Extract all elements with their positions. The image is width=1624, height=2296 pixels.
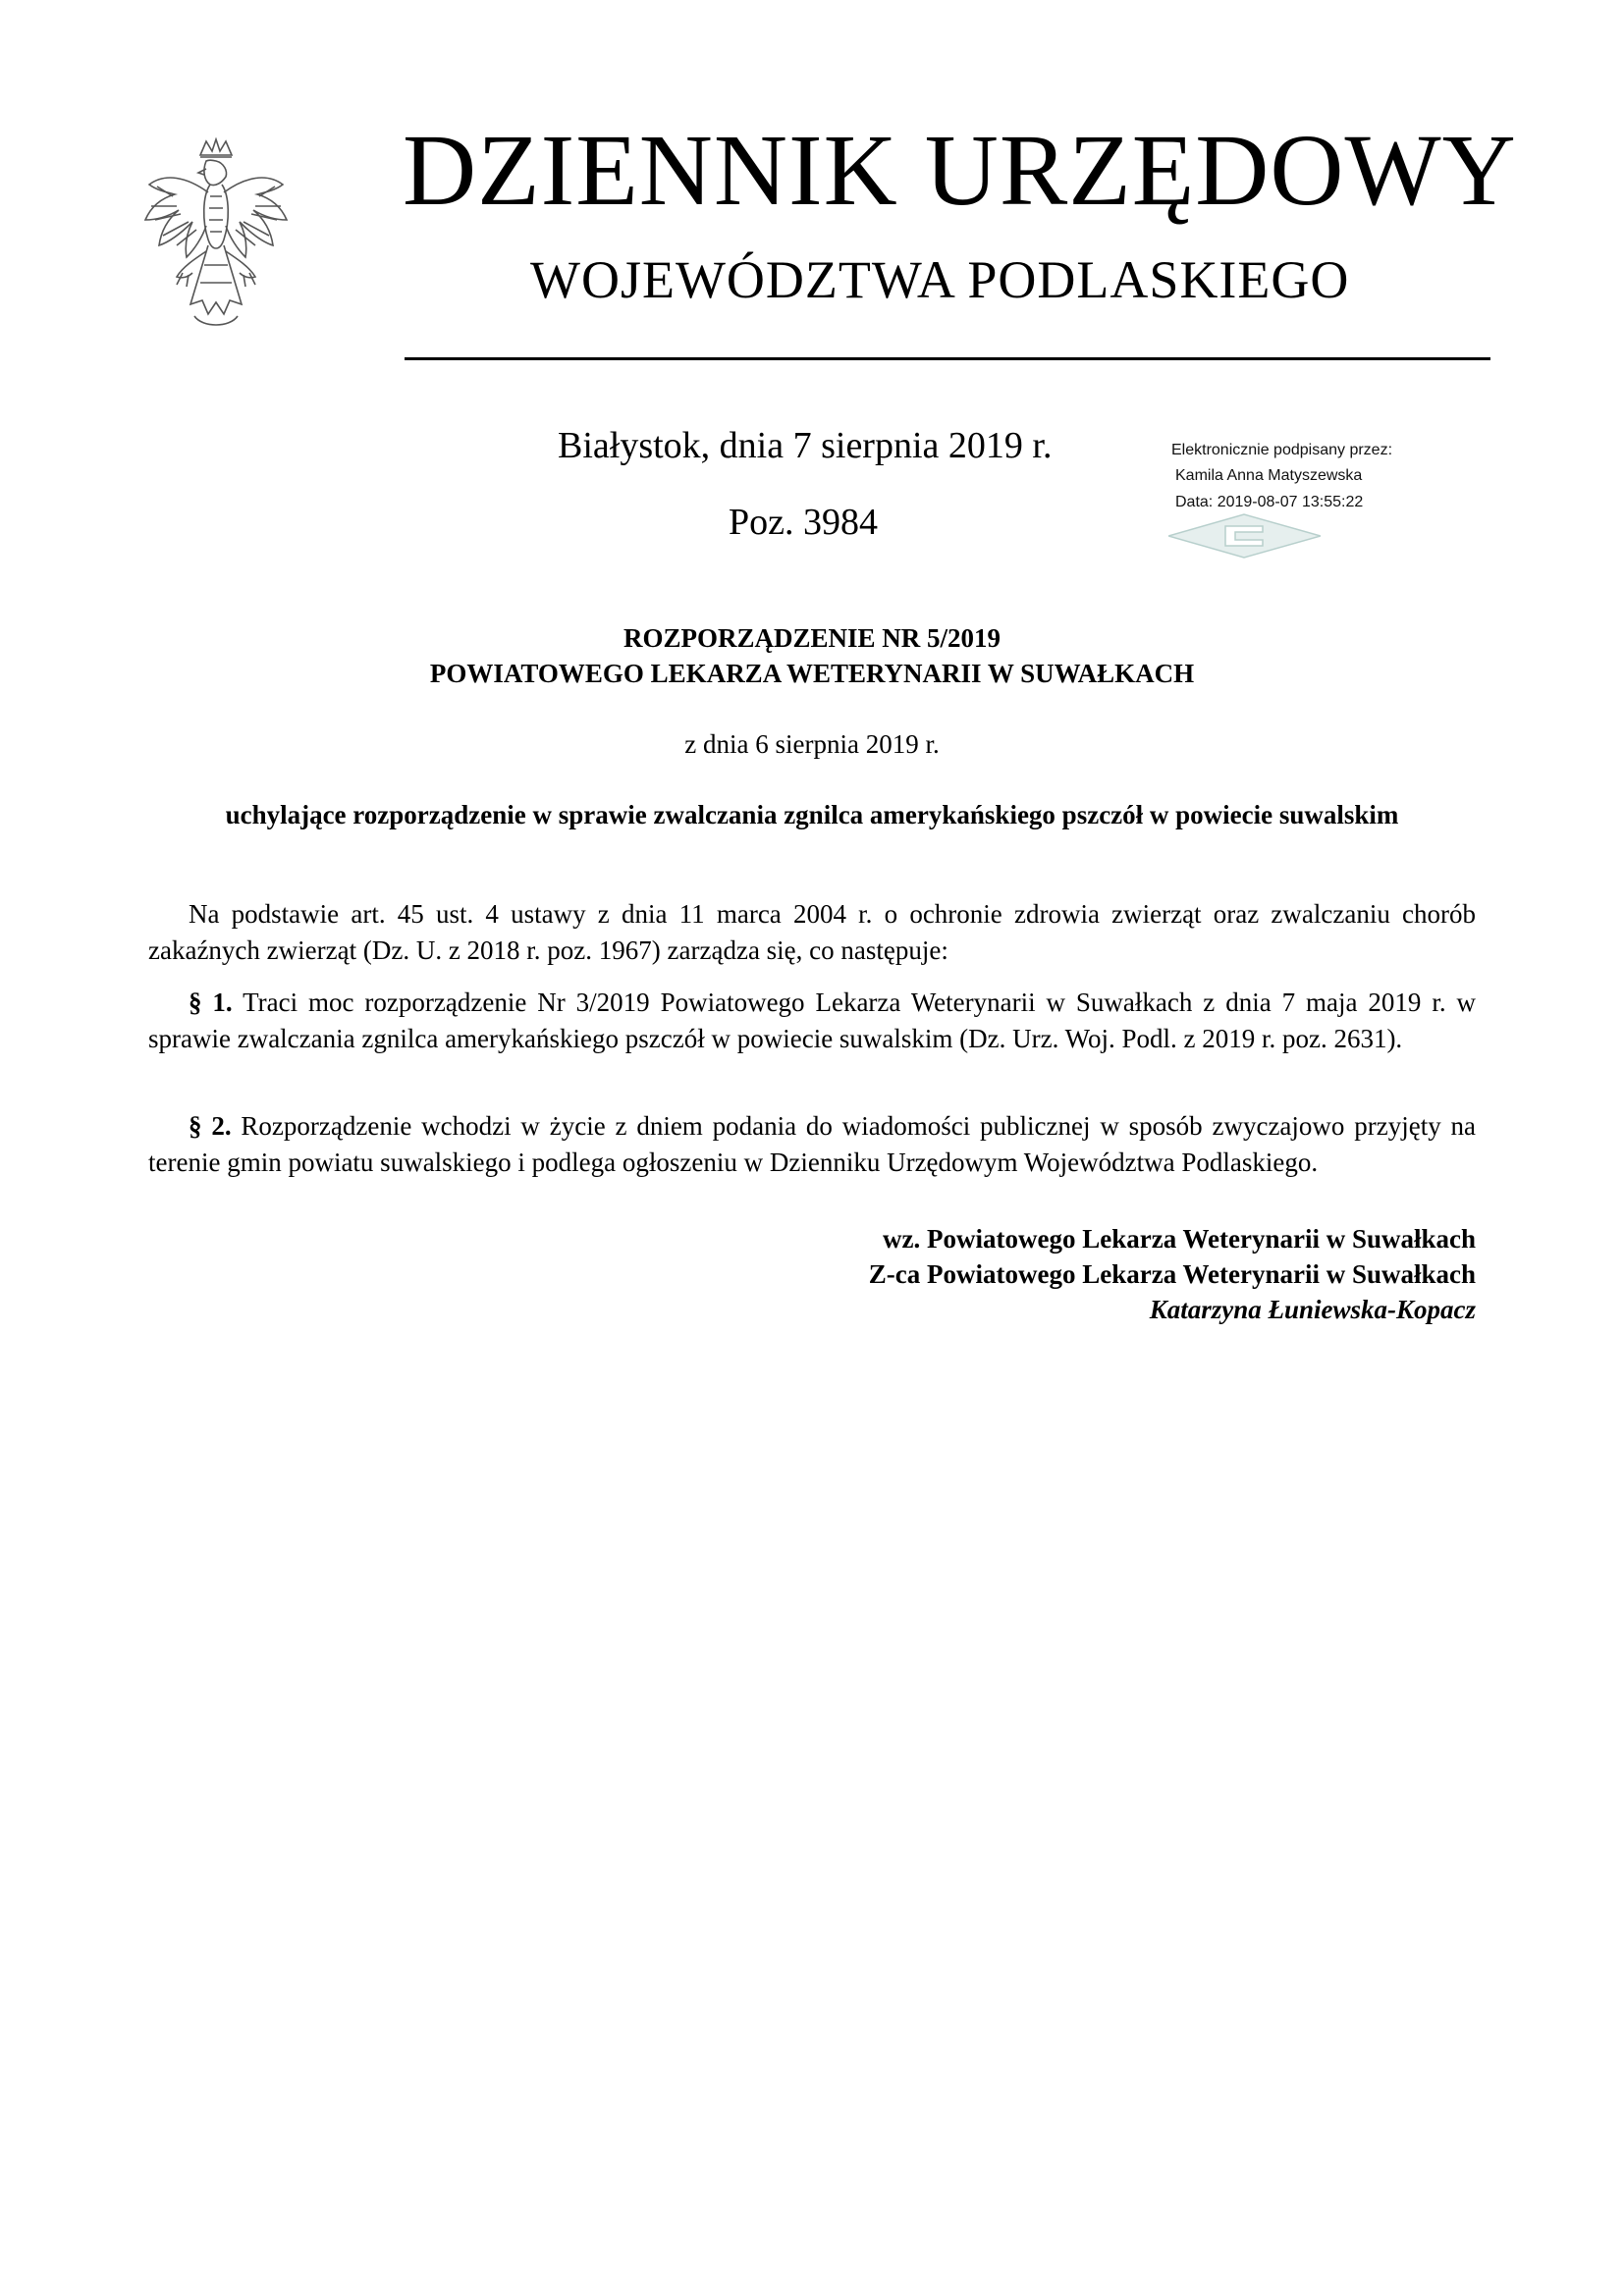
preamble-paragraph: Na podstawie art. 45 ust. 4 ustawy z dnia 11 marca 2004 r. o ochronie zdrowia zwierząt oraz zwalczaniu chorób zakaźnych zwierząt (Dz. U. z 2018 r. poz. 1967) zarządza się, co następuje: bbox=[148, 899, 1476, 965]
masthead-title: DZIENNIK URZĘDOWY bbox=[403, 114, 1517, 227]
e-signature-stamp-icon bbox=[1168, 512, 1321, 560]
e-signature-date: Data: 2019-08-07 13:55:22 bbox=[1175, 494, 1364, 510]
signature-name: Katarzyna Łuniewska-Kopacz bbox=[1149, 1295, 1476, 1324]
act-date: z dnia 6 sierpnia 2019 r. bbox=[684, 729, 940, 759]
publication-position: Poz. 3984 bbox=[729, 502, 878, 543]
act-title-line2: POWIATOWEGO LEKARZA WETERYNARII W SUWAŁKACH bbox=[429, 659, 1195, 688]
act-title-line1: ROZPORZĄDZENIE NR 5/2019 bbox=[623, 623, 1001, 653]
e-signature-signer: Kamila Anna Matyszewska bbox=[1175, 467, 1363, 484]
signature-line-1: wz. Powiatowego Lekarza Weterynarii w Suwałkach bbox=[883, 1224, 1476, 1254]
act-subject: uchylające rozporządzenie w sprawie zwalczania zgnilca amerykańskiego pszczół w powiecie suwalskim bbox=[225, 800, 1399, 829]
section-2-mark: § 2. bbox=[189, 1111, 232, 1141]
publication-dateline: Białystok, dnia 7 sierpnia 2019 r. bbox=[558, 425, 1053, 466]
signature-line-2: Z-ca Powiatowego Lekarza Weterynarii w Suwałkach bbox=[868, 1259, 1476, 1289]
masthead-subtitle: WOJEWÓDZTWA PODLASKIEGO bbox=[530, 250, 1350, 309]
section-1-mark: § 1. bbox=[189, 988, 233, 1017]
section-2-text: Rozporządzenie wchodzi w życie z dniem podania do wiadomości publicznej w sposób zwyczajowo przyjęty na terenie gmin powiatu suwalskiego i podlega ogłoszeniu w Dzienniku Urzędowym Województwa Podlaskiego. bbox=[148, 1111, 1477, 1177]
section-1-text: Traci moc rozporządzenie Nr 3/2019 Powiatowego Lekarza Weterynarii w Suwałkach z dnia 7 maja 2019 r. w sprawie zwalczania zgnilca amerykańskiego pszczół w powiecie suwalskim (Dz. Urz. Woj. Podl. z 2019 r. poz. 2631). bbox=[148, 988, 1477, 1053]
section-1-paragraph bbox=[148, 985, 1476, 1056]
masthead-divider bbox=[405, 357, 1490, 360]
section-2-paragraph bbox=[148, 1108, 1476, 1180]
e-signature-label: Elektronicznie podpisany przez: bbox=[1171, 442, 1393, 458]
eagle-emblem-icon bbox=[137, 137, 295, 339]
